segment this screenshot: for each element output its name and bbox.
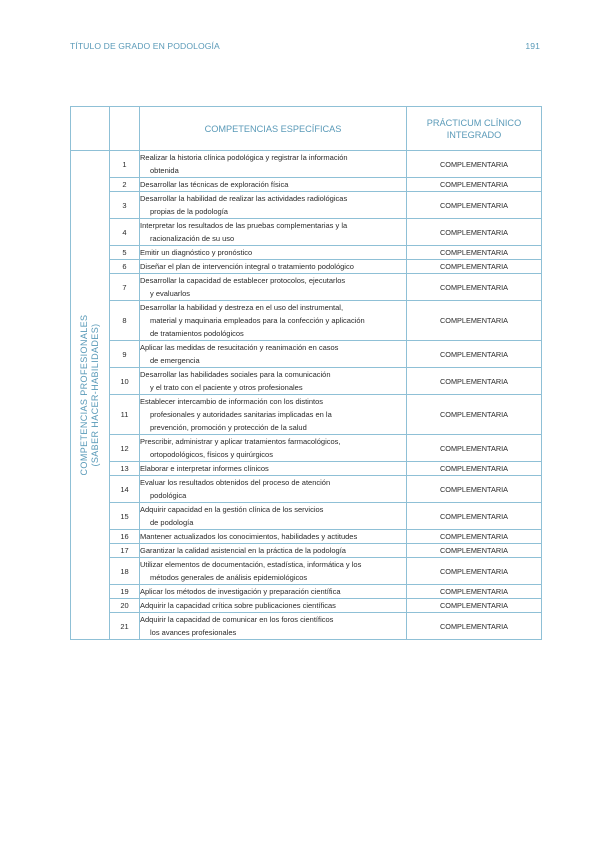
table-row — [71, 178, 542, 192]
description-line: de emergencia — [150, 356, 200, 365]
practicum-value: COMPLEMENTARIA — [407, 260, 542, 274]
description-line: métodos generales de análisis epidemiológicos — [150, 573, 308, 582]
description-line: racionalización de su uso — [150, 234, 235, 243]
description-line: Desarrollar las técnicas de exploración física — [140, 180, 289, 189]
description-line: Prescribir, administrar y aplicar tratamientos farmacológicos, — [140, 437, 341, 446]
description-line: Evaluar los resultados obtenidos del proceso de atención — [140, 478, 331, 487]
row-number: 5 — [110, 246, 140, 260]
competencia-description — [140, 192, 407, 219]
table-row — [71, 395, 542, 435]
row-number: 9 — [110, 341, 140, 368]
row-number: 2 — [110, 178, 140, 192]
running-header — [70, 41, 540, 53]
side-category-line: (SABER HACER-HABILIDADES) — [90, 323, 100, 467]
table-row — [71, 613, 542, 640]
header-practicum-line: INTEGRADO — [446, 129, 502, 140]
table-row — [71, 151, 542, 178]
practicum-value: COMPLEMENTARIA — [407, 558, 542, 585]
practicum-value: COMPLEMENTARIA — [407, 613, 542, 640]
row-number: 17 — [110, 544, 140, 558]
competencia-description — [140, 368, 407, 395]
competencia-description — [140, 503, 407, 530]
row-number: 16 — [110, 530, 140, 544]
header-blank-num — [110, 107, 140, 151]
table-row — [71, 260, 542, 274]
description-line: Establecer intercambio de información con los distintos — [140, 397, 324, 406]
description-line: Desarrollar la habilidad de realizar las actividades radiológicas — [140, 194, 348, 203]
table-row — [71, 192, 542, 219]
row-number: 12 — [110, 435, 140, 462]
description-line: material y maquinaria empleados para la confección y aplicación — [150, 316, 365, 325]
description-line: Desarrollar la capacidad de establecer protocolos, ejecutarlos — [140, 276, 346, 285]
row-number: 14 — [110, 476, 140, 503]
row-number: 4 — [110, 219, 140, 246]
document-title: TÍTULO DE GRADO EN PODOLOGÍA — [70, 41, 220, 51]
description-line: Desarrollar la habilidad y destreza en el uso del instrumental, — [140, 303, 344, 312]
table-row — [71, 341, 542, 368]
description-line: Realizar la historia clínica podológica y registrar la información — [140, 153, 348, 162]
row-number: 15 — [110, 503, 140, 530]
row-number: 3 — [110, 192, 140, 219]
description-line: y evaluarlos — [150, 289, 191, 298]
practicum-value: COMPLEMENTARIA — [407, 192, 542, 219]
side-category-label — [79, 315, 101, 476]
description-line: Aplicar las medidas de resucitación y reanimación en casos — [140, 343, 339, 352]
practicum-value: COMPLEMENTARIA — [407, 599, 542, 613]
description-line: ortopodológicos, físicos y quirúrgicos — [150, 450, 273, 459]
description-line: Emitir un diagnóstico y pronóstico — [140, 248, 253, 257]
row-number: 11 — [110, 395, 140, 435]
practicum-value: COMPLEMENTARIA — [407, 435, 542, 462]
description-line: Diseñar el plan de intervención integral o tratamiento podológico — [140, 262, 354, 271]
description-line: Adquirir la capacidad de comunicar en los foros científicos — [140, 615, 334, 624]
table-body — [71, 151, 542, 640]
description-line: Adquirir la capacidad crítica sobre publicaciones científicas — [140, 601, 336, 610]
competencia-description — [140, 151, 407, 178]
competencia-description — [140, 341, 407, 368]
description-line: profesionales y autoridades sanitarias implicadas en la — [150, 410, 332, 419]
competencia-description — [140, 435, 407, 462]
competencia-description — [140, 558, 407, 585]
practicum-value: COMPLEMENTARIA — [407, 301, 542, 341]
table-row — [71, 301, 542, 341]
row-number: 7 — [110, 274, 140, 301]
competencia-description — [140, 599, 407, 613]
table-row — [71, 530, 542, 544]
row-number: 21 — [110, 613, 140, 640]
row-number: 10 — [110, 368, 140, 395]
description-line: de podología — [150, 518, 194, 527]
description-line: obtenida — [150, 166, 179, 175]
practicum-value: COMPLEMENTARIA — [407, 476, 542, 503]
practicum-value: COMPLEMENTARIA — [407, 151, 542, 178]
competencia-description — [140, 274, 407, 301]
side-category-line: COMPETENCIAS PROFESIONALES — [79, 314, 89, 476]
description-line: de tratamientos podológicos — [150, 329, 244, 338]
side-category-cell — [71, 151, 110, 640]
competencia-description — [140, 178, 407, 192]
row-number: 20 — [110, 599, 140, 613]
description-line: Desarrollar las habilidades sociales para la comunicación — [140, 370, 331, 379]
description-line: propias de la podología — [150, 207, 228, 216]
competencia-description — [140, 585, 407, 599]
description-line: prevención, promoción y protección de la salud — [150, 423, 307, 432]
row-number: 19 — [110, 585, 140, 599]
practicum-value: COMPLEMENTARIA — [407, 274, 542, 301]
competencia-description — [140, 219, 407, 246]
competencia-description — [140, 462, 407, 476]
practicum-value: COMPLEMENTARIA — [407, 503, 542, 530]
description-line: los avances profesionales — [150, 628, 237, 637]
header-blank-side — [71, 107, 110, 151]
practicum-value: COMPLEMENTARIA — [407, 341, 542, 368]
practicum-value: COMPLEMENTARIA — [407, 178, 542, 192]
practicum-value: COMPLEMENTARIA — [407, 544, 542, 558]
table-row — [71, 476, 542, 503]
table-row — [71, 368, 542, 395]
table-row — [71, 585, 542, 599]
header-practicum — [407, 107, 542, 151]
competencia-description — [140, 260, 407, 274]
table-row — [71, 246, 542, 260]
practicum-value: COMPLEMENTARIA — [407, 368, 542, 395]
header-competencias: COMPETENCIAS ESPECÍFICAS — [140, 107, 407, 151]
competencia-description — [140, 476, 407, 503]
table-row — [71, 599, 542, 613]
row-number: 18 — [110, 558, 140, 585]
table-row — [71, 503, 542, 530]
competencia-description — [140, 395, 407, 435]
description-line: Utilizar elementos de documentación, estadística, informática y los — [140, 560, 362, 569]
description-line: Adquirir capacidad en la gestión clínica de los servicios — [140, 505, 324, 514]
description-line: Aplicar los métodos de investigación y preparación científica — [140, 587, 341, 596]
practicum-value: COMPLEMENTARIA — [407, 395, 542, 435]
row-number: 8 — [110, 301, 140, 341]
description-line: Mantener actualizados los conocimientos, habilidades y actitudes — [140, 532, 358, 541]
table-row — [71, 544, 542, 558]
table-row — [71, 462, 542, 476]
table-header-row — [71, 107, 542, 151]
header-practicum-line: PRÁCTICUM CLÍNICO — [426, 117, 522, 128]
table-row — [71, 435, 542, 462]
row-number: 13 — [110, 462, 140, 476]
competencias-table — [70, 106, 542, 640]
practicum-value: COMPLEMENTARIA — [407, 462, 542, 476]
competencia-description — [140, 544, 407, 558]
row-number: 1 — [110, 151, 140, 178]
competencia-description — [140, 613, 407, 640]
page-number: 191 — [525, 41, 540, 51]
competencia-description — [140, 246, 407, 260]
row-number: 6 — [110, 260, 140, 274]
practicum-value: COMPLEMENTARIA — [407, 246, 542, 260]
table-row — [71, 274, 542, 301]
description-line: y el trato con el paciente y otros profesionales — [150, 383, 303, 392]
practicum-value: COMPLEMENTARIA — [407, 530, 542, 544]
description-line: Elaborar e interpretar informes clínicos — [140, 464, 269, 473]
practicum-value: COMPLEMENTARIA — [407, 219, 542, 246]
competencia-description — [140, 530, 407, 544]
description-line: Interpretar los resultados de las pruebas complementarias y la — [140, 221, 348, 230]
practicum-value: COMPLEMENTARIA — [407, 585, 542, 599]
table-row — [71, 558, 542, 585]
description-line: podológica — [150, 491, 187, 500]
table-row — [71, 219, 542, 246]
competencia-description — [140, 301, 407, 341]
description-line: Garantizar la calidad asistencial en la práctica de la podología — [140, 546, 346, 555]
